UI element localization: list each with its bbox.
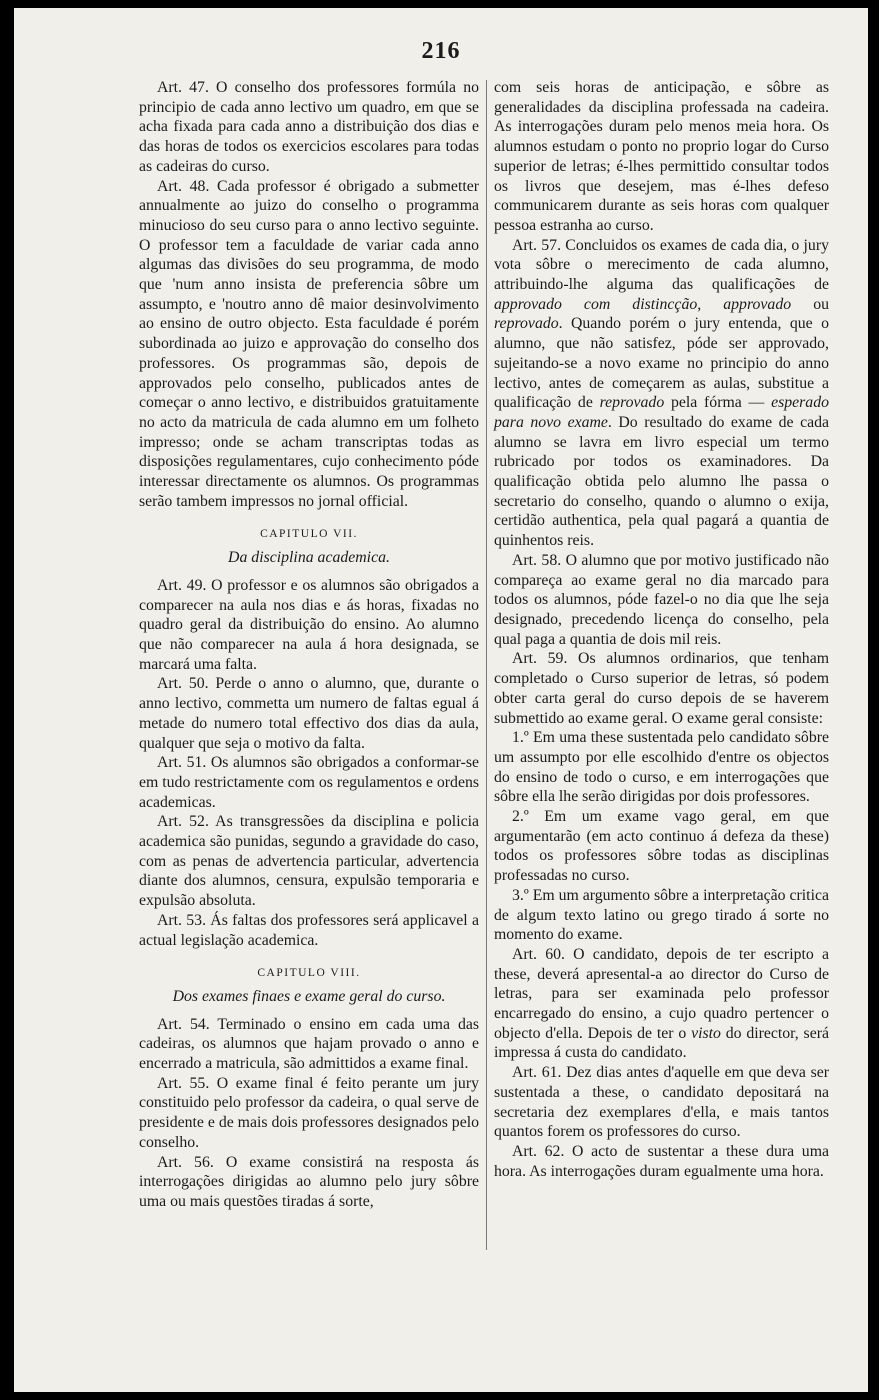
article-53: Art. 53. Ás faltas dos professores será applicavel a actual legislação academica.: [139, 911, 479, 949]
chapter-8-title: Dos exames finaes e exame geral do curso.: [172, 987, 446, 1005]
article-61: Art. 61. Dez dias antes d'aquelle em que deva ser sustentada a these, o candidato depositará na secretaria dez exemplares d'ella, e mais tantos quantos forem os professores do curso.: [494, 1064, 829, 1141]
document-page: [14, 8, 868, 1392]
article-49: Art. 49. O professor e os alumnos são obrigados a comparecer na aula nos dias e ás horas, fixadas no quadro geral da distribuição do ensino. Ao alumno que não comparecer na aula á hora designada, se marcará uma falta.: [139, 576, 479, 673]
article-50: Art. 50. Perde o anno o alumno, que, durante o anno lectivo, commetta um numero de faltas egual á metade do numero total effectivo dos dias da aula, qualquer que seja o motivo da falta.: [139, 675, 479, 752]
chapter-8-heading: CAPITULO VIII.: [257, 967, 361, 980]
article-59-item-1: 1.º Em uma these sustentada pelo candidato sôbre um assumpto por elle escolhido d'entre os objectos do ensino de todo o curso, e em interrogações que sôbre ella lhe serão dirigidas por dois professores.: [494, 729, 829, 806]
article-58: Art. 58. O alumno que por motivo justificado não compareça ao exame geral no dia marcado para todos os alumnos, póde fazel-o no dia que lhe seja designado, precedendo licença do conselho, pela qual paga a quantia de dois mil reis.: [494, 551, 829, 648]
article-51: Art. 51. Os alumnos são obrigados a conformar-se em tudo restrictamente com os regulamentos e ordens academicas.: [139, 754, 479, 811]
article-57-text-e: . Do resultado do exame de cada alumno se lavra em livro especial um termo rubricado por todos os examinadores. Da qualificação obtida pelo alumno lhe passa o secretario do conselho, quando o alumno o exija, certidão authentica, pela qual pagará a quantia de quinhentos reis.: [494, 413, 829, 550]
article-54: Art. 54. Terminado o ensino em cada uma das cadeiras, os alumnos que hajam provado o anno e encerrado a matricula, são admittidos a exame final.: [139, 1015, 479, 1073]
article-57-italic-4: esperado para novo exame: [494, 394, 829, 431]
article-62: Art. 62. O acto de sustentar a these dura uma hora. As interrogações duram egualmente uma hora.: [494, 1142, 829, 1180]
chapter-7-heading: CAPITULO VII.: [260, 528, 358, 541]
page-number: 216: [421, 38, 461, 64]
right-column: [494, 78, 829, 1181]
article-47: Art. 47. O conselho dos professores formúla no principio de cada anno lectivo um quadro, em que se acha fixada para cada anno a distribuição dos dias e das horas de todos os exercicios escolares para todas as cadeiras do curso.: [139, 79, 479, 175]
article-57-italic-1: approvado com distincção, approvado: [494, 295, 792, 313]
article-48: Art. 48. Cada professor é obrigado a submetter annualmente ao juizo do conselho o programma minucioso do seu curso para o anno lectivo seguinte. O professor tem a faculdade de variar cada anno algumas das divisões do seu programma, de modo que 'num anno insista de preferencia sôbre um assumpto, e 'noutro anno dê maior desinvolvimento ao ensino de outro objecto. Esta faculdade é porém subordinada ao juizo e approvação do conselho dos professores. Os programmas são, depois de approvados pelo conselho, publicados antes de começar o anno lectivo, e distribuidos gratuitamente no acto da matricula de cada alumno em um folheto impresso; onde se acham transcriptas todas as disposições regulamentares, cujo conhecimento póde interessar directamente os alumnos. Os programmas serão tambem impressos no jornal official.: [139, 177, 479, 510]
article-60-text-a: Art. 60. O candidato, depois de ter escripto a these, deverá apresental-a ao director do Curso de letras, para ser examinada pelo professor encarregado do ensino, a cujo quadro pertencer o objecto d'ella. Depois de ter o: [494, 945, 829, 1042]
article-59: Art. 59. Os alumnos ordinarios, que tenham completado o Curso superior de letras, só podem obter carta geral do curso depois de se haverem submettido ao exame geral. O exame geral consiste:: [494, 650, 829, 727]
column-divider: [486, 80, 487, 1250]
article-57-text-c: . Quando porém o jury entenda, que o alumno, que não satisfez, póde ser approvado, sujeitando-se a novo exame no principio do anno lectivo, antes de começarem as aulas, substitue a qualificação de: [494, 315, 829, 412]
article-57-text-d: pela fórma —: [664, 394, 772, 412]
article-55: Art. 55. O exame final é feito perante um jury constituido pelo professor da cadeira, o qual serve de presidente e de mais dois professores designados pelo conselho.: [139, 1074, 479, 1151]
article-59-item-3: 3.º Em um argumento sôbre a interpretação critica de algum texto latino ou grego tirado á sorte no momento do exame.: [494, 886, 829, 944]
article-56-start: Art. 56. O exame consistirá na resposta ás interrogações dirigidas ao alumno pelo jury sôbre uma ou mais questões tiradas á sorte,: [139, 1153, 479, 1210]
chapter-7-title: Da disciplina academica.: [228, 549, 390, 567]
left-column: [139, 78, 479, 1212]
article-56-continued: com seis horas de anticipação, e sôbre as generalidades da disciplina professada na cadeira. As interrogações duram pelo menos meia hora. Os alumnos estudam o ponto no proprio logar do Curso superior de letras; é-lhes permittido consultar todos os livros que desejem, mas é-lhes defeso communicarem durante as seis horas com qualquer pessoa estranha ao curso.: [494, 79, 829, 234]
article-57-text-a: Art. 57. Concluidos os exames de cada dia, o jury vota sôbre o merecimento de cada alumno, attribuindo-lhe alguma das qualificações de: [494, 236, 829, 294]
article-57-italic-3: reprovado: [599, 394, 665, 412]
article-59-item-2: 2.º Em um exame vago geral, em que argumentarão (em acto continuo á defeza da these) todos os professores sôbre todas as disciplinas professadas no curso.: [494, 808, 829, 885]
article-57-text-b: ou: [791, 295, 829, 313]
article-60-text-b: do director, será impressa á custa do candidato.: [494, 1024, 829, 1062]
article-60-italic: visto: [691, 1024, 721, 1042]
article-52: Art. 52. As transgressões da disciplina e policia academica são punidas, segundo a gravidade do caso, com as penas de advertencia particular, advertencia diante dos alumnos, censura, expulsão temporaria e expulsão absoluta.: [139, 813, 479, 910]
article-57: [494, 236, 829, 551]
article-57-italic-2: reprovado: [494, 315, 559, 333]
article-60: [494, 945, 829, 1063]
